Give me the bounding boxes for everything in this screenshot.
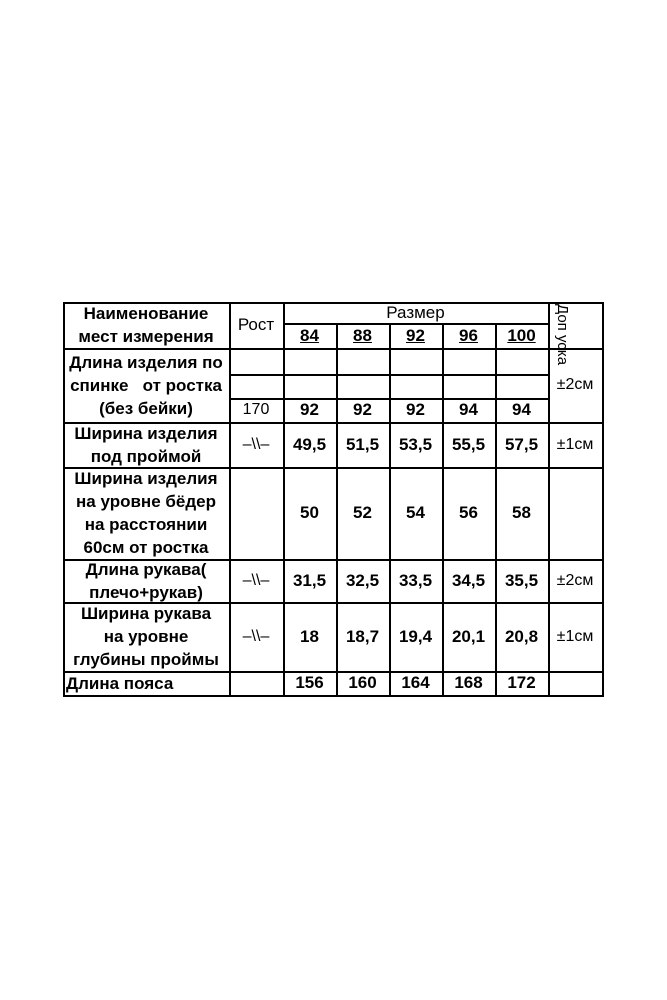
row4-rost: –\\– (242, 571, 270, 589)
header-name-line1: Наименование (83, 304, 209, 323)
row6-value-96: 168 (454, 673, 483, 692)
header-name-cell (63, 302, 229, 348)
size-header-96: 96 (459, 325, 478, 345)
row3-value-88: 52 (353, 503, 372, 522)
row5-tolerance: ±1см (556, 627, 594, 645)
row2-tolerance: ±1см (556, 435, 594, 453)
row1-value-96: 94 (459, 400, 478, 419)
size-header-92: 92 (406, 325, 425, 345)
row2-value-84: 49,5 (292, 434, 327, 454)
row4-value-96: 34,5 (451, 570, 486, 590)
row5-rost: –\\– (242, 627, 270, 645)
size-header-100: 100 (507, 325, 536, 345)
row3-value-84: 50 (300, 503, 319, 522)
size-header-88: 88 (353, 325, 372, 345)
row1-value-88: 92 (353, 400, 372, 419)
row3-value-96: 56 (459, 503, 478, 522)
row2-value-96: 55,5 (451, 434, 486, 454)
header-name-line2: мест измерения (78, 327, 214, 346)
row5-value-100: 20,8 (504, 626, 539, 646)
row5-name: Ширина рукава на уровне глубины проймы (73, 604, 219, 669)
table-border-bottom (63, 695, 603, 697)
header-dopuska-line1: Доп (554, 304, 571, 331)
row4-value-84: 31,5 (292, 570, 327, 590)
header-rost: Рост (237, 315, 275, 334)
row6-name: Длина пояса (66, 673, 174, 693)
row2-value-88: 51,5 (345, 434, 380, 454)
row1-rost: 170 (242, 401, 270, 418)
row3-name: Ширина изделия на уровне бёдер на расстоянии 60см от ростка (74, 469, 218, 557)
row4-name: Длина рукава( плечо+рукав) (85, 559, 207, 602)
header-dopuska (554, 304, 571, 366)
row6-value-100: 172 (507, 673, 536, 692)
row5-value-96: 20,1 (451, 626, 486, 646)
row3-value-100: 58 (512, 503, 531, 522)
row4-value-88: 32,5 (345, 570, 380, 590)
row4-tolerance: ±2см (556, 571, 594, 589)
row1-name: Длина изделия по спинке от ростка (без бейки) (69, 352, 223, 418)
row4-value-92: 33,5 (398, 570, 433, 590)
row5-value-84: 18 (300, 626, 319, 646)
row1-value-100: 94 (512, 400, 531, 419)
row4-value-100: 35,5 (504, 570, 539, 590)
row2-value-100: 57,5 (504, 434, 539, 454)
row2-value-92: 53,5 (398, 434, 433, 454)
table-border-right (602, 302, 604, 697)
row1-tolerance: ±2см (556, 376, 594, 393)
row1-value-84: 92 (300, 400, 319, 419)
row5-value-92: 19,4 (398, 626, 433, 646)
row6-value-88: 160 (348, 673, 377, 692)
header-razmer: Размер (386, 302, 445, 322)
row1-value-92: 92 (406, 400, 425, 419)
row5-value-88: 18,7 (345, 626, 380, 646)
row6-value-92: 164 (401, 673, 430, 692)
row3-value-92: 54 (406, 503, 425, 522)
row2-name: Ширина изделия под проймой (74, 423, 218, 466)
header-dopuska-line2: уска (554, 334, 571, 366)
row6-value-84: 156 (295, 673, 324, 692)
size-header-84: 84 (300, 325, 319, 345)
row2-rost: –\\– (242, 435, 270, 453)
